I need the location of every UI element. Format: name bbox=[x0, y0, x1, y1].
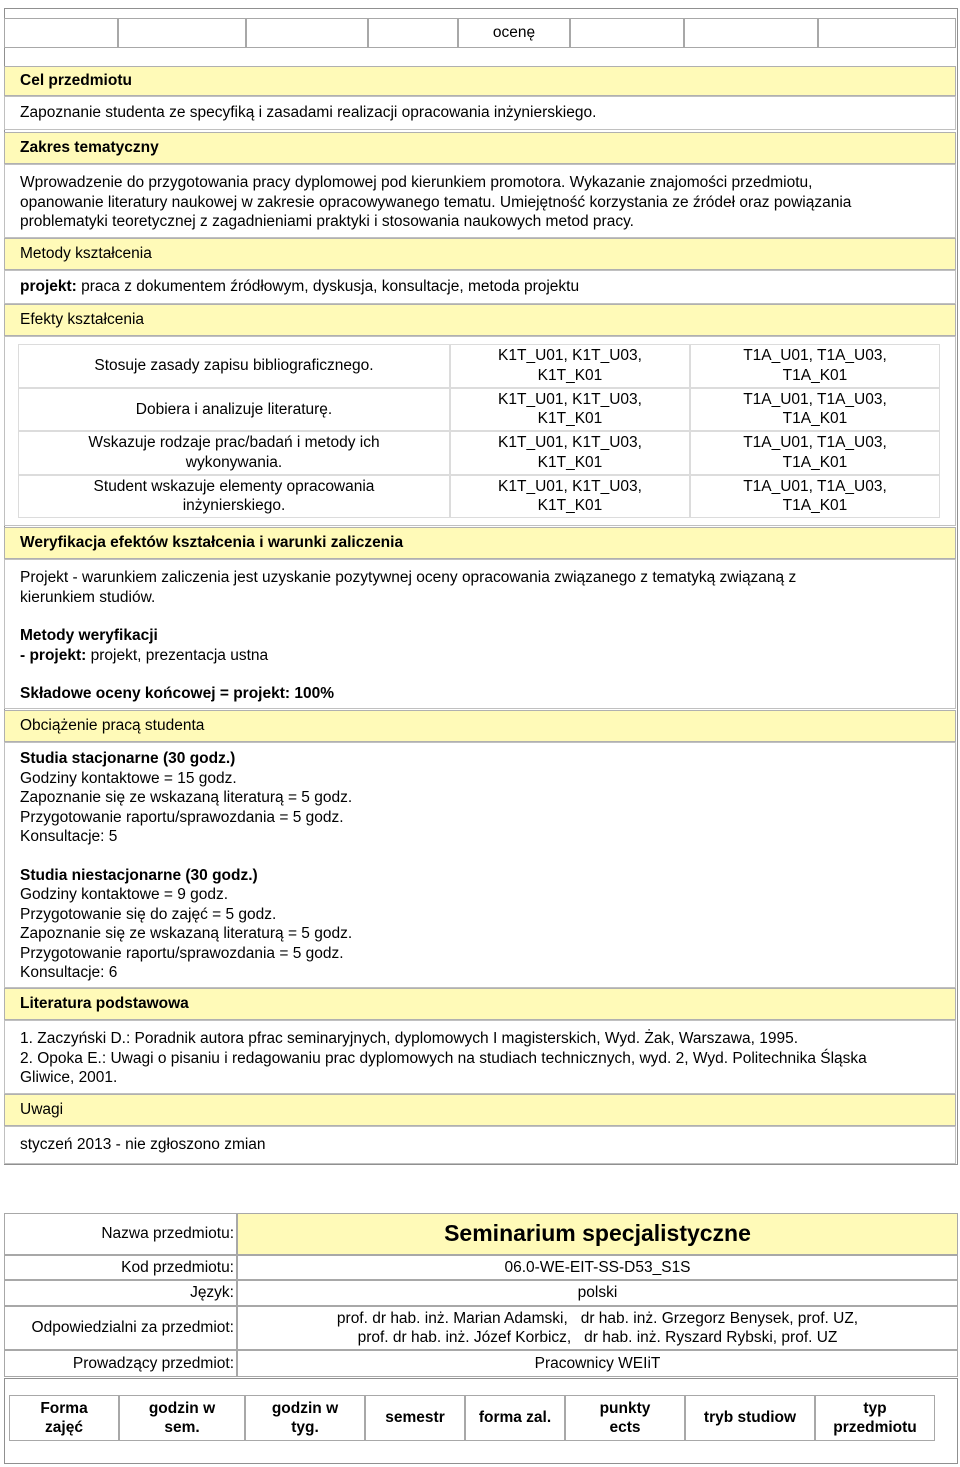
forms-table bbox=[4, 1378, 958, 1464]
section-body bbox=[4, 270, 956, 304]
literature-line: 1. Zaczyński D.: Poradnik autora pfrac seminaryjnych, dyplomowych I magisterskich, Wyd. Żak, Warszawa, 1995. bbox=[20, 1030, 799, 1047]
workload-line: Konsultacje: 6 bbox=[20, 964, 118, 981]
remarks-text: styczeń 2013 - nie zgłoszono zmian bbox=[20, 1136, 266, 1153]
header-text: zajęć bbox=[45, 1419, 83, 1436]
scope-line: Wprowadzenie do przygotowania pracy dyplomowej pod kierunkiem promotora. Wykazanie znajomości przedmiotu, bbox=[20, 174, 813, 191]
verification-line: Projekt - warunkiem zaliczenia jest uzyskanie pozytywnej oceny opracowania związanego z tematyką związaną z bbox=[20, 569, 797, 586]
section-cel bbox=[4, 66, 956, 130]
workload-line: Przygotowanie raportu/sprawozdania = 5 godz. bbox=[20, 808, 344, 826]
section-body bbox=[4, 559, 956, 709]
section-body bbox=[4, 96, 956, 130]
effect-code: T1A_K01 bbox=[782, 497, 848, 515]
language-label: Język: bbox=[4, 1280, 237, 1306]
grade-header-cell bbox=[458, 18, 570, 48]
section-title: Cel przedmiotu bbox=[4, 66, 956, 96]
effect-row bbox=[18, 431, 940, 475]
effect-code: T1A_U01, T1A_U03, bbox=[743, 347, 887, 365]
effect-desc-line: Wskazuje rodzaje prac/badań i metody ich bbox=[88, 434, 380, 452]
forms-header-cell bbox=[685, 1395, 815, 1441]
effect-desc-line: Stosuje zasady zapisu bibliograficznego. bbox=[94, 357, 374, 374]
effect-obszar bbox=[690, 475, 940, 519]
effect-description bbox=[18, 388, 450, 432]
effect-row bbox=[18, 475, 940, 519]
header-text: godzin w bbox=[271, 1399, 339, 1417]
header-text: ects bbox=[609, 1419, 641, 1436]
header-text: sem. bbox=[164, 1419, 200, 1436]
header-text: tyg. bbox=[291, 1419, 319, 1436]
effect-code: K1T_K01 bbox=[537, 410, 603, 428]
forms-header-cell bbox=[565, 1395, 685, 1441]
effect-code: T1A_U01, T1A_U03, bbox=[743, 434, 887, 452]
verification-methods-label: - projekt: bbox=[20, 646, 87, 664]
course-name-row bbox=[4, 1213, 958, 1255]
effect-description bbox=[18, 475, 450, 519]
responsible-label: Odpowiedzialni za przedmiot: bbox=[4, 1306, 237, 1350]
header-text: przedmiotu bbox=[833, 1419, 917, 1436]
workload-line: Zapoznanie się ze wskazaną literaturą = 5 godz. bbox=[20, 925, 353, 942]
effect-obszar bbox=[690, 431, 940, 475]
verification-methods-text: projekt, prezentacja ustna bbox=[86, 646, 269, 664]
methods-text: praca z dokumentem źródłowym, dyskusja, konsultacje, metoda projektu bbox=[76, 278, 580, 295]
effect-code: K1T_U01, K1T_U03, bbox=[498, 434, 642, 452]
methods-label: projekt: bbox=[20, 278, 77, 295]
effect-code: K1T_U01, K1T_U03, bbox=[498, 477, 642, 495]
effect-code: K1T_K01 bbox=[537, 453, 603, 471]
effect-code: K1T_U01, K1T_U03, bbox=[498, 390, 642, 408]
forms-header-cell bbox=[9, 1395, 119, 1441]
goal-text: Zapoznanie studenta ze specyfiką i zasadami realizacji opracowania inżynierskiego. bbox=[20, 104, 597, 121]
header-text: Forma bbox=[40, 1399, 88, 1417]
section-title: Weryfikacja efektów kształcenia i warunki zaliczenia bbox=[4, 527, 956, 559]
language-row bbox=[4, 1280, 958, 1306]
workload-line: Godziny kontaktowe = 15 godz. bbox=[20, 769, 237, 787]
header-text: typ bbox=[863, 1399, 887, 1417]
section-title: Zakres tematyczny bbox=[4, 132, 956, 164]
lecturer-row bbox=[4, 1350, 958, 1377]
workload-line: Godziny kontaktowe = 9 godz. bbox=[20, 886, 229, 903]
effect-desc-line: inżynierskiego. bbox=[182, 497, 286, 515]
effect-desc-line: Dobiera i analizuje literaturę. bbox=[135, 400, 333, 418]
final-grade-components: Składowe oceny końcowej = projekt: 100% bbox=[20, 685, 334, 702]
responsible-row bbox=[4, 1306, 958, 1350]
course-name-value: Seminarium specjalistyczne bbox=[237, 1213, 958, 1255]
section-uwagi bbox=[4, 1094, 956, 1164]
header-cell bbox=[4, 18, 118, 48]
effect-desc-line: Student wskazuje elementy opracowania bbox=[93, 477, 375, 495]
effect-obszar bbox=[690, 388, 940, 432]
effect-description bbox=[18, 344, 450, 388]
effect-row bbox=[18, 344, 940, 388]
header-cell bbox=[570, 18, 684, 48]
section-zakres bbox=[4, 132, 956, 238]
responsible-value bbox=[237, 1306, 958, 1350]
effect-kierunek bbox=[450, 431, 690, 475]
section-obciazenie bbox=[4, 710, 956, 988]
header-cell bbox=[368, 18, 458, 48]
section-body bbox=[4, 164, 956, 238]
header-text: tryb studiow bbox=[703, 1409, 797, 1427]
scope-line: problematyki teoretycznej z zagadnieniami praktyki i stosowania naukowych metod pracy. bbox=[20, 213, 634, 230]
lecturer-label: Prowadzący przedmiot: bbox=[4, 1350, 237, 1377]
effects-table bbox=[18, 344, 940, 518]
header-cell bbox=[818, 18, 956, 48]
section-body bbox=[4, 1020, 956, 1094]
responsible-line: prof. dr hab. inż. Marian Adamski, dr hab. inż. Grzegorz Benysek, prof. UZ, bbox=[336, 1309, 859, 1327]
forms-header-cell bbox=[465, 1395, 565, 1441]
forms-header-row bbox=[9, 1395, 955, 1441]
verification-methods-title: Metody weryfikacji bbox=[20, 627, 158, 644]
effect-row bbox=[18, 388, 940, 432]
section-metody bbox=[4, 238, 956, 304]
section-title: Efekty kształcenia bbox=[4, 304, 956, 336]
scope-line: opanowanie literatury naukowej w zakresie opracowywanego tematu. Umiejętność korzystania ze źródeł oraz powiązania bbox=[20, 193, 852, 211]
effect-code: T1A_K01 bbox=[782, 366, 848, 384]
effect-code: T1A_U01, T1A_U03, bbox=[743, 390, 887, 408]
header-text: godzin w bbox=[148, 1399, 216, 1417]
lecturer-value: Pracownicy WEIiT bbox=[237, 1350, 958, 1377]
section-title: Obciążenie pracą studenta bbox=[4, 710, 956, 742]
effect-code: K1T_K01 bbox=[537, 366, 603, 384]
section-body bbox=[4, 1126, 956, 1164]
verification-line: kierunkiem studiów. bbox=[20, 588, 156, 606]
header-text: forma zal. bbox=[478, 1409, 552, 1427]
effect-code: T1A_K01 bbox=[782, 453, 848, 471]
section-title: Literatura podstawowa bbox=[4, 988, 956, 1020]
section-body bbox=[4, 742, 956, 988]
section-title: Metody kształcenia bbox=[4, 238, 956, 270]
literature-line: 2. Opoka E.: Uwagi o pisaniu i redagowaniu prac dyplomowych na studiach technicznych, wyd. 2, Wyd. Politechnika Śląska bbox=[20, 1049, 867, 1067]
section-literatura bbox=[4, 988, 956, 1094]
effect-code: T1A_K01 bbox=[782, 410, 848, 428]
header-cell bbox=[118, 18, 246, 48]
grade-header-row bbox=[4, 18, 956, 48]
effect-obszar bbox=[690, 344, 940, 388]
workload-line: Konsultacje: 5 bbox=[20, 828, 118, 845]
effect-code: T1A_U01, T1A_U03, bbox=[743, 477, 887, 495]
forms-header-cell bbox=[245, 1395, 365, 1441]
course-info-table bbox=[4, 1210, 958, 1380]
responsible-line: prof. dr hab. inż. Józef Korbicz, dr hab. inż. Ryszard Rybski, prof. UZ bbox=[357, 1329, 838, 1346]
course-code-label: Kod przedmiotu: bbox=[4, 1255, 237, 1280]
effect-desc-line: wykonywania. bbox=[185, 453, 283, 471]
literature-line: Gliwice, 2001. bbox=[20, 1069, 118, 1086]
parttime-title: Studia niestacjonarne (30 godz.) bbox=[20, 866, 258, 884]
effect-code: K1T_U01, K1T_U03, bbox=[498, 347, 642, 365]
course-code-row bbox=[4, 1255, 958, 1280]
forms-header-cell bbox=[815, 1395, 935, 1441]
effect-description bbox=[18, 431, 450, 475]
section-title: Uwagi bbox=[4, 1094, 956, 1126]
course-name-label: Nazwa przedmiotu: bbox=[4, 1213, 237, 1255]
effect-kierunek bbox=[450, 344, 690, 388]
header-cell bbox=[684, 18, 818, 48]
course-code-value: 06.0-WE-EIT-SS-D53_S1S bbox=[237, 1255, 958, 1280]
effect-kierunek bbox=[450, 475, 690, 519]
grade-label: ocenę bbox=[492, 24, 536, 41]
language-value: polski bbox=[237, 1280, 958, 1306]
header-text: punkty bbox=[599, 1399, 651, 1417]
forms-header-cell bbox=[119, 1395, 245, 1441]
header-text: semestr bbox=[385, 1409, 445, 1427]
section-weryfikacja bbox=[4, 527, 956, 709]
forms-header-cell bbox=[365, 1395, 465, 1441]
header-cell bbox=[246, 18, 368, 48]
workload-line: Zapoznanie się ze wskazaną literaturą = 5 godz. bbox=[20, 789, 353, 806]
fulltime-title: Studia stacjonarne (30 godz.) bbox=[20, 750, 236, 767]
effect-kierunek bbox=[450, 388, 690, 432]
workload-line: Przygotowanie raportu/sprawozdania = 5 godz. bbox=[20, 944, 344, 962]
effect-code: K1T_K01 bbox=[537, 497, 603, 515]
workload-line: Przygotowanie się do zajęć = 5 godz. bbox=[20, 905, 277, 923]
